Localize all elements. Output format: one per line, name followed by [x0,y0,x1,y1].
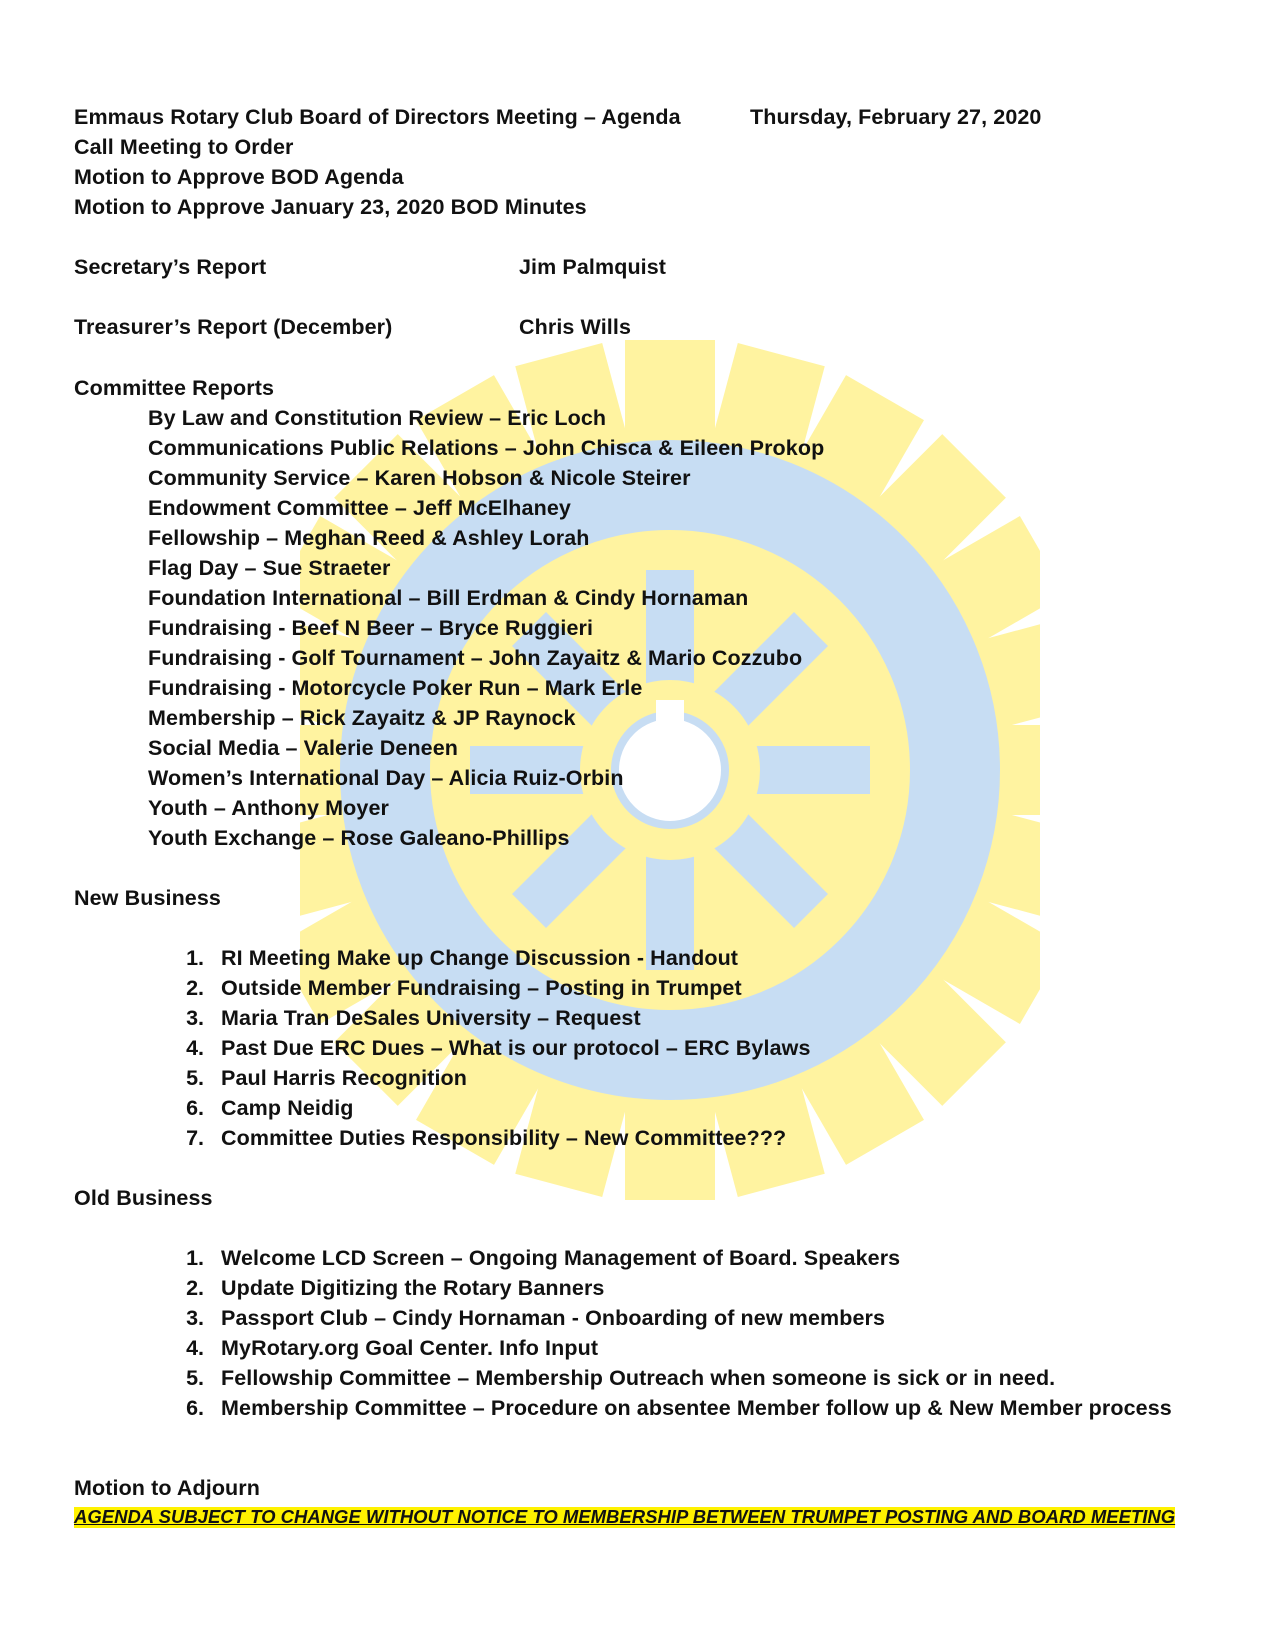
committee-item: Flag Day – Sue Straeter [148,556,391,580]
list-number: 2. [186,1276,204,1300]
committee-item: Fellowship – Meghan Reed & Ashley Lorah [148,526,590,550]
committee-heading: Committee Reports [74,376,275,400]
report-name: Chris Wills [519,315,632,339]
list-number: 2. [186,976,204,1000]
old-business-item: MyRotary.org Goal Center. Info Input [221,1336,599,1360]
list-number: 6. [186,1096,204,1120]
committee-item: Community Service – Karen Hobson & Nicole Steirer [148,466,691,490]
old-business-item: Update Digitizing the Rotary Banners [221,1276,605,1300]
report-name: Jim Palmquist [519,255,667,279]
report-label: Treasurer’s Report (December) [74,315,393,339]
list-number: 3. [186,1306,204,1330]
new-business-item: Past Due ERC Dues – What is our protocol – ERC Bylaws [221,1036,811,1060]
list-number: 7. [186,1126,204,1150]
committee-item: Foundation International – Bill Erdman & Cindy Hornaman [148,586,749,610]
old-business-item: Membership Committee – Procedure on absentee Member follow up & New Member process [221,1396,1172,1420]
committee-item: Social Media – Valerie Deneen [148,736,459,760]
list-number: 1. [186,946,204,970]
opening-item: Motion to Approve January 23, 2020 BOD Minutes [74,195,587,219]
committee-item: Youth Exchange – Rose Galeano-Phillips [148,826,570,850]
new-business-item: RI Meeting Make up Change Discussion - Handout [221,946,739,970]
report-label: Secretary’s Report [74,255,267,279]
committee-item: Fundraising - Beef N Beer – Bryce Ruggieri [148,616,594,640]
list-number: 5. [186,1066,204,1090]
adjourn-motion: Motion to Adjourn [74,1476,260,1500]
list-number: 5. [186,1366,204,1390]
list-number: 6. [186,1396,204,1420]
new-business-item: Paul Harris Recognition [221,1066,468,1090]
committee-item: Fundraising - Motorcycle Poker Run – Mark Erle [148,676,643,700]
committee-item: Endowment Committee – Jeff McElhaney [148,496,571,520]
new-business-heading: New Business [74,886,221,910]
list-number: 4. [186,1336,204,1360]
list-number: 1. [186,1246,204,1270]
old-business-heading: Old Business [74,1186,213,1210]
agenda-title: Emmaus Rotary Club Board of Directors Meeting – Agenda [74,105,681,129]
new-business-item: Maria Tran DeSales University – Request [221,1006,641,1030]
new-business-item: Committee Duties Responsibility – New Committee??? [221,1126,787,1150]
committee-item: By Law and Constitution Review – Eric Loch [148,406,607,430]
old-business-item: Welcome LCD Screen – Ongoing Management of Board. Speakers [221,1246,901,1270]
new-business-item: Outside Member Fundraising – Posting in Trumpet [221,976,742,1000]
old-business-item: Fellowship Committee – Membership Outreach when someone is sick or in need. [221,1366,1056,1390]
list-number: 3. [186,1006,204,1030]
change-notice: AGENDA SUBJECT TO CHANGE WITHOUT NOTICE TO MEMBERSHIP BETWEEN TRUMPET POSTING AND BOARD MEETING [74,1506,1176,1527]
meeting-date: Thursday, February 27, 2020 [750,105,1042,129]
committee-item: Women’s International Day – Alicia Ruiz-Orbin [148,766,624,790]
old-business-item: Passport Club – Cindy Hornaman - Onboarding of new members [221,1306,886,1330]
list-number: 4. [186,1036,204,1060]
opening-item: Motion to Approve BOD Agenda [74,165,404,189]
committee-item: Fundraising - Golf Tournament – John Zayaitz & Mario Cozzubo [148,646,803,670]
opening-item: Call Meeting to Order [74,135,294,159]
committee-item: Membership – Rick Zayaitz & JP Raynock [148,706,576,730]
committee-item: Communications Public Relations – John Chisca & Eileen Prokop [148,436,825,460]
new-business-item: Camp Neidig [221,1096,354,1120]
committee-item: Youth – Anthony Moyer [148,796,389,820]
